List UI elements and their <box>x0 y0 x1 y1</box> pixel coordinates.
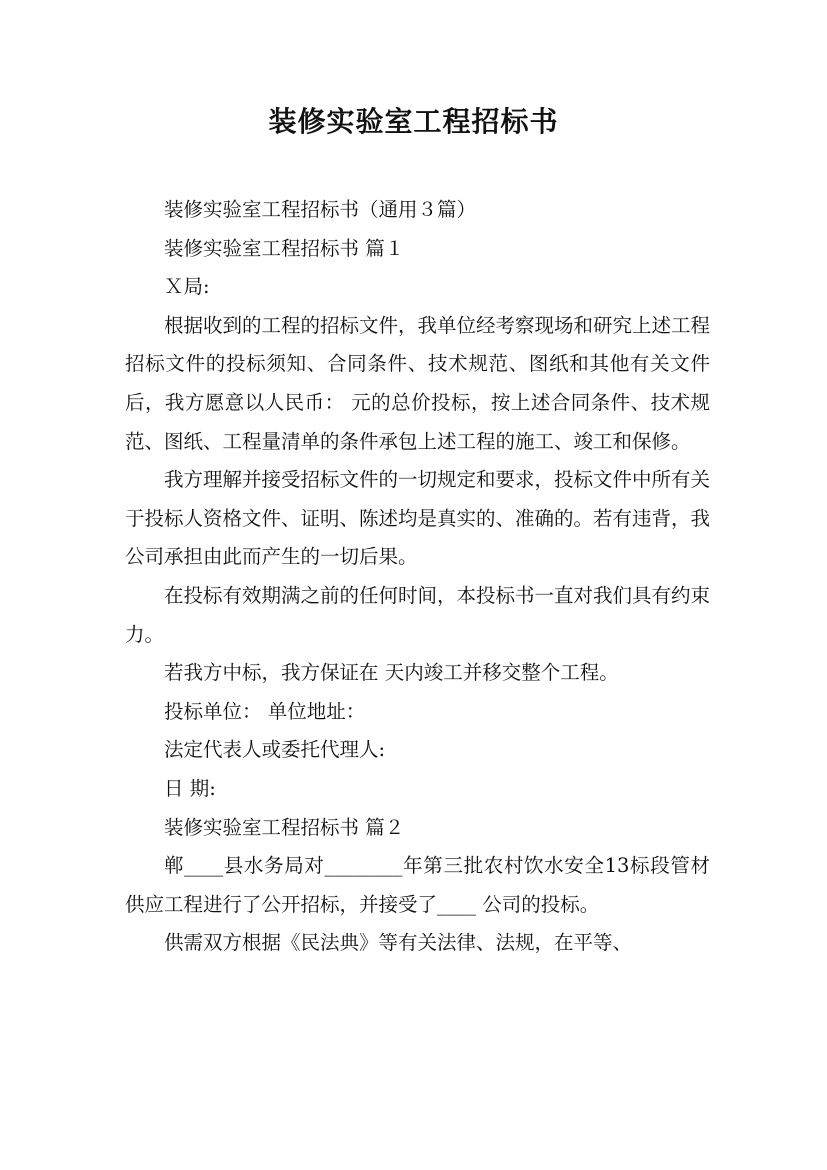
paragraph-subtitle: 装修实验室工程招标书（通用３篇） <box>164 198 477 221</box>
paragraph-section-2-heading: 装修实验室工程招标书 篇２ <box>164 815 405 839</box>
document-body <box>125 191 710 963</box>
paragraph-addressee: Ｘ局: <box>164 275 210 299</box>
paragraph-acceptance: 我方理解并接受招标文件的一切规定和要求，投标文件中所有关于投标人资格文件、证明、陈述均是真实的、准确的。若有违背，我公司承担由此而产生的一切后果。 <box>125 468 711 569</box>
paragraph-contract-basis: 供需双方根据《民法典》等有关法律、法规，在平等、 <box>164 931 633 955</box>
paragraph-bid-statement: 根据收到的工程的招标文件，我单位经考察现场和研究上述工程招标文件的投标须知、合同条件、技术规范、图纸和其他有关文件后，我方愿意以人民币： 元的总价投标，按上述合同条件、技术规范、图纸、工程量清单的条件承包上述工程的施工、竣工和保修。 <box>125 313 711 453</box>
paragraph-tender-notice: 郸____县水务局对________年第三批农村饮水安全13标段管材供应工程进行了公开招标，并接受了____ 公司的投标。 <box>125 854 710 916</box>
document-title: 装修实验室工程招标书 <box>268 105 559 138</box>
paragraph-section-1-heading: 装修实验室工程招标书 篇１ <box>164 236 405 260</box>
paragraph-representative: 法定代表人或委托代理人: <box>164 738 386 762</box>
paragraph-date: 日 期: <box>164 776 216 800</box>
paragraph-completion: 若我方中标，我方保证在 天内竣工并移交整个工程。 <box>164 661 619 685</box>
paragraph-bidder-unit: 投标单位： 单位地址： <box>164 699 366 723</box>
paragraph-validity: 在投标有效期满之前的任何时间，本投标书一直对我们具有约束力。 <box>125 583 711 646</box>
